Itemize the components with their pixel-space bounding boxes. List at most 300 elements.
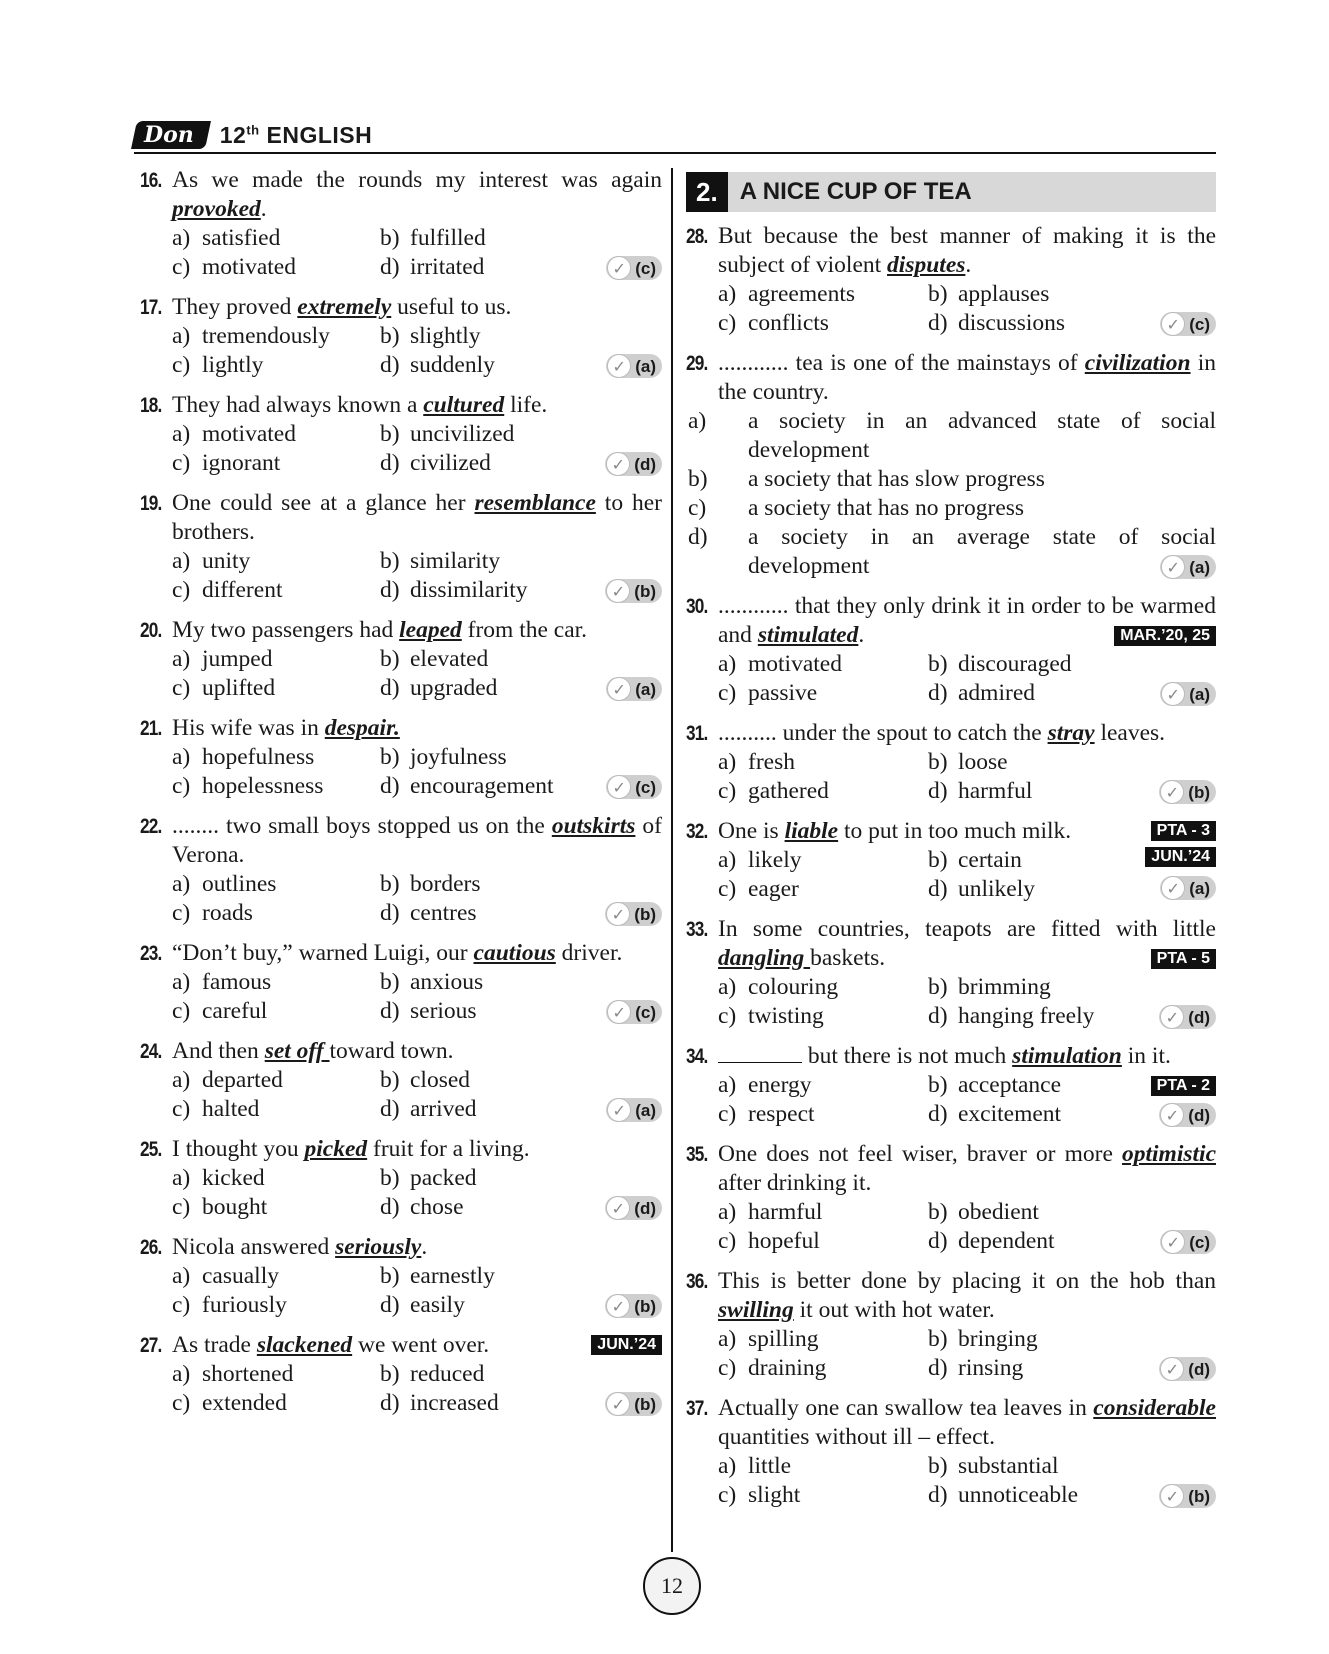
option-letter: a) — [718, 651, 737, 677]
keyword: resemblance — [474, 490, 596, 516]
answer-badge — [605, 902, 662, 926]
question — [140, 1037, 662, 1124]
question-text-end: we went over. — [352, 1332, 490, 1358]
question-text: They had always known a — [172, 392, 424, 418]
question-text: As we made the rounds my interest was again — [172, 167, 662, 193]
answer-badge — [1159, 1005, 1216, 1029]
options-grid — [140, 1164, 662, 1222]
question-number: 37. — [686, 1397, 708, 1420]
option — [172, 253, 380, 282]
answer-letter: (a) — [1189, 557, 1210, 577]
option-text: kicked — [202, 1165, 265, 1191]
option — [686, 494, 1216, 523]
option-letter: a) — [172, 323, 191, 349]
page-number: 12 — [643, 1557, 701, 1615]
option-letter: a) — [172, 744, 191, 770]
option-text: respect — [748, 1101, 815, 1127]
option — [172, 224, 380, 253]
option — [172, 449, 380, 478]
option-text: a society in an advanced state of social development — [748, 408, 1216, 463]
answer-badge — [1160, 555, 1216, 579]
answer-badge — [1160, 876, 1216, 900]
option-text: uplifted — [202, 675, 276, 701]
check-icon: ✓ — [606, 1196, 630, 1220]
keyword: extremely — [297, 294, 392, 320]
question-text-end: leaves. — [1094, 720, 1166, 746]
question-text: I thought you — [172, 1136, 305, 1162]
question-text: “Don’t buy,” warned Luigi, our — [172, 940, 474, 966]
option-text: upgraded — [410, 675, 498, 701]
options-grid — [140, 420, 662, 478]
option — [718, 846, 928, 875]
option-letter: a) — [172, 871, 191, 897]
keyword: provoked — [172, 196, 261, 222]
options-grid — [140, 1262, 662, 1320]
keyword: dangling — [718, 945, 811, 971]
option-text: a society that has slow progress — [748, 466, 1045, 492]
answer-badge — [606, 677, 662, 701]
check-icon: ✓ — [606, 902, 630, 926]
option — [380, 420, 662, 449]
option-letter: d) — [380, 1390, 400, 1416]
option-letter: d) — [928, 1101, 948, 1127]
check-icon: ✓ — [1161, 1230, 1185, 1254]
question-text-end: . — [965, 252, 972, 278]
option-letter: d) — [380, 1194, 400, 1220]
option-letter: c) — [718, 1003, 737, 1029]
option — [380, 224, 662, 253]
option-letter: b) — [380, 646, 400, 672]
option-letter: b) — [928, 1199, 948, 1225]
question-number: 22. — [140, 815, 162, 838]
keyword: outskirts — [551, 813, 636, 839]
question-number: 18. — [140, 394, 162, 417]
question-number: 16. — [140, 169, 162, 192]
question-text-end: . — [858, 622, 865, 648]
option-text: a society in an average state of social development — [748, 524, 1216, 579]
check-icon: ✓ — [1161, 312, 1185, 336]
answer-letter: (a) — [1189, 684, 1210, 704]
option-letter: c) — [172, 1194, 191, 1220]
option-letter: d) — [380, 998, 400, 1024]
question-text: but there is not much — [802, 1043, 1013, 1069]
check-icon: ✓ — [607, 677, 631, 701]
question — [140, 293, 662, 380]
keyword: liable — [784, 818, 839, 844]
exam-tag: PTA - 2 — [1151, 1076, 1216, 1096]
option — [718, 1100, 928, 1129]
option-letter: b) — [928, 974, 948, 1000]
question-stem — [140, 1037, 662, 1066]
options-grid — [140, 645, 662, 703]
question-text: This is better done by placing it on the hob than — [718, 1268, 1216, 1294]
option-text: serious — [410, 998, 477, 1024]
option-text: passive — [748, 680, 818, 706]
option-letter: c) — [172, 450, 191, 476]
option — [172, 674, 380, 703]
option-letter: c) — [172, 577, 191, 603]
option-text: brimming — [958, 974, 1051, 1000]
question-text-end: from the car. — [461, 617, 588, 643]
option — [172, 997, 380, 1026]
question-text-end: . — [260, 196, 267, 222]
question-number: 31. — [686, 722, 708, 745]
question — [140, 489, 662, 605]
question — [686, 592, 1216, 708]
question-text-end: . — [421, 1234, 428, 1260]
question — [140, 616, 662, 703]
question-number: 27. — [140, 1334, 162, 1357]
question-text: They proved — [172, 294, 298, 320]
question — [686, 719, 1216, 806]
question-stem — [140, 1331, 662, 1360]
question-number: 32. — [686, 820, 708, 843]
option-text: departed — [202, 1067, 283, 1093]
question-number: 23. — [140, 942, 162, 965]
question — [686, 817, 1216, 904]
question-text: His wife was in — [172, 715, 325, 741]
option-letter: a) — [172, 969, 191, 995]
keyword: leaped — [399, 617, 462, 643]
option-letter: a) — [718, 1326, 737, 1352]
option-letter: c) — [718, 310, 737, 336]
option — [718, 309, 928, 338]
option-text: motivated — [202, 421, 296, 447]
option-letter: b) — [380, 1361, 400, 1387]
option-text: famous — [202, 969, 272, 995]
option-text: civilized — [410, 450, 491, 476]
question — [140, 939, 662, 1026]
option — [380, 547, 662, 576]
question-text: ............ that they only drink it in order to be warmed and — [718, 593, 1216, 648]
question — [686, 1042, 1216, 1129]
question-number: 24. — [140, 1040, 162, 1063]
question-text: As trade — [172, 1332, 257, 1358]
question-number: 33. — [686, 918, 708, 941]
answer-letter: (d) — [1188, 1359, 1210, 1379]
options-grid — [686, 846, 1216, 904]
keyword: considerable — [1093, 1395, 1216, 1421]
option — [380, 743, 662, 772]
option-text: roads — [202, 900, 253, 926]
answer-badge — [1159, 780, 1216, 804]
option-text: harmful — [958, 778, 1033, 804]
option-text: joyfulness — [410, 744, 507, 770]
option — [718, 650, 928, 679]
question-number: 30. — [686, 595, 708, 618]
option-letter: c) — [718, 1482, 737, 1508]
option-letter: b) — [928, 651, 948, 677]
option-letter: d) — [928, 680, 948, 706]
keyword: slackened — [256, 1332, 353, 1358]
option — [718, 777, 928, 806]
option-letter: c) — [718, 1228, 737, 1254]
option-letter: c) — [718, 1101, 737, 1127]
option-letter: c) — [172, 900, 191, 926]
question-text: In some countries, teapots are fitted with little — [718, 916, 1216, 942]
option-text: shortened — [202, 1361, 294, 1387]
options-grid — [140, 968, 662, 1026]
check-icon: ✓ — [606, 579, 630, 603]
option — [172, 870, 380, 899]
keyword: stimulation — [1012, 1043, 1122, 1069]
option — [380, 1262, 662, 1291]
option-text: uncivilized — [410, 421, 515, 447]
option-text: discussions — [958, 310, 1066, 336]
option-letter: d) — [928, 1355, 948, 1381]
option — [172, 1164, 380, 1193]
option-text: suddenly — [410, 352, 495, 378]
option-text: admired — [958, 680, 1035, 706]
option-letter: c) — [718, 680, 737, 706]
option-text: substantial — [958, 1453, 1059, 1479]
check-icon: ✓ — [1161, 876, 1185, 900]
question — [686, 222, 1216, 338]
option-letter: d) — [380, 1096, 400, 1122]
question-text-end: in the country. — [718, 350, 1216, 405]
answer-badge — [606, 1000, 662, 1024]
check-icon: ✓ — [607, 256, 631, 280]
option-letter: a) — [718, 974, 737, 1000]
question-stem — [686, 1042, 1216, 1071]
option-text: applauses — [958, 281, 1050, 307]
answer-letter: (a) — [635, 679, 656, 699]
option-text: extended — [202, 1390, 287, 1416]
question-text: One does not feel wiser, braver or more — [718, 1141, 1122, 1167]
option-letter: a) — [718, 281, 737, 307]
option-letter: d) — [380, 450, 400, 476]
answer-badge — [1160, 312, 1216, 336]
question-text-end: in it. — [1121, 1043, 1171, 1069]
options-grid — [686, 280, 1216, 338]
question-stem — [140, 1233, 662, 1262]
option-letter: c) — [172, 254, 191, 280]
question-stem — [140, 714, 662, 743]
option-text: excitement — [958, 1101, 1062, 1127]
question — [686, 915, 1216, 1031]
option-letter: a) — [172, 225, 191, 251]
keyword: cultured — [423, 392, 505, 418]
option-text: discouraged — [958, 651, 1072, 677]
option-text: unity — [202, 548, 251, 574]
question-stem — [686, 222, 1216, 280]
option — [686, 407, 1216, 465]
answer-letter: (c) — [635, 258, 656, 278]
check-icon: ✓ — [1160, 780, 1184, 804]
option — [172, 645, 380, 674]
answer-blank — [718, 1044, 802, 1063]
option — [172, 547, 380, 576]
question-text-end: it out with hot water. — [793, 1297, 995, 1323]
option — [686, 523, 1216, 581]
option-text: hopeful — [748, 1228, 820, 1254]
option-text: irritated — [410, 254, 485, 280]
option-text: fresh — [748, 749, 795, 775]
section-heading — [686, 172, 1216, 212]
option-text: slight — [748, 1482, 801, 1508]
option-letter: a) — [718, 1199, 737, 1225]
section-number: 2. — [686, 172, 728, 212]
answer-letter: (b) — [634, 1296, 656, 1316]
check-icon: ✓ — [606, 452, 630, 476]
option-text: anxious — [410, 969, 484, 995]
option — [380, 1360, 662, 1389]
option-letter: a) — [172, 646, 191, 672]
option-letter: b) — [928, 1326, 948, 1352]
keyword: set off — [264, 1038, 330, 1064]
left-column — [140, 166, 662, 1429]
question — [686, 1140, 1216, 1256]
option-text: ignorant — [202, 450, 281, 476]
question-number: 35. — [686, 1143, 708, 1166]
question-stem — [686, 915, 1216, 973]
right-column — [686, 166, 1216, 1521]
option-letter: d) — [380, 254, 400, 280]
section-title: A NICE CUP OF TEA — [739, 178, 972, 205]
option-text: spilling — [748, 1326, 819, 1352]
option-text: similarity — [410, 548, 501, 574]
exam-tag: MAR.’20, 25 — [1114, 626, 1216, 646]
option-text: energy — [748, 1072, 812, 1098]
question — [140, 1331, 662, 1418]
question-number: 19. — [140, 492, 162, 515]
option-letter: b) — [380, 1067, 400, 1093]
option-letter: d) — [688, 524, 708, 550]
option-letter: c) — [718, 778, 737, 804]
option-letter: d) — [928, 778, 948, 804]
option-letter: d) — [928, 876, 948, 902]
exam-tag: PTA - 5 — [1151, 949, 1216, 969]
option-letter: c) — [172, 1390, 191, 1416]
option-text: halted — [202, 1096, 260, 1122]
option-letter: d) — [928, 1003, 948, 1029]
check-icon: ✓ — [607, 354, 631, 378]
option-text: tremendously — [202, 323, 330, 349]
keyword: despair. — [324, 715, 400, 741]
question-stem — [686, 719, 1216, 748]
option — [718, 679, 928, 708]
check-icon: ✓ — [1160, 1103, 1184, 1127]
option-text: harmful — [748, 1199, 823, 1225]
answer-badge — [606, 1098, 662, 1122]
question-number: 34. — [686, 1045, 708, 1068]
option — [172, 420, 380, 449]
option-letter: a) — [718, 1072, 737, 1098]
options-grid — [140, 743, 662, 801]
option — [380, 1164, 662, 1193]
option-text: eager — [748, 876, 799, 902]
option-text: twisting — [748, 1003, 824, 1029]
option-text: arrived — [410, 1096, 477, 1122]
question-text: But because the best manner of making it is the subject of violent — [718, 223, 1216, 278]
page-header — [134, 118, 372, 152]
answer-letter: (a) — [1189, 878, 1210, 898]
option-text: likely — [748, 847, 802, 873]
option-text: bringing — [958, 1326, 1038, 1352]
option — [172, 1262, 380, 1291]
option — [718, 1354, 928, 1383]
question-text: Nicola answered — [172, 1234, 336, 1260]
option — [172, 322, 380, 351]
option-letter: a) — [172, 1361, 191, 1387]
option-letter: b) — [928, 281, 948, 307]
check-icon: ✓ — [607, 1000, 631, 1024]
question-number: 29. — [686, 352, 708, 375]
option-letter: b) — [380, 225, 400, 251]
option-letter: b) — [380, 421, 400, 447]
question — [140, 166, 662, 282]
option-letter: c) — [172, 1096, 191, 1122]
option — [928, 650, 1216, 679]
option-text: careful — [202, 998, 268, 1024]
options-grid — [140, 224, 662, 282]
option-letter: d) — [380, 773, 400, 799]
option-text: draining — [748, 1355, 827, 1381]
option-text: increased — [410, 1390, 499, 1416]
option-text: certain — [958, 847, 1022, 873]
keyword: seriously — [335, 1234, 422, 1260]
question-number: 21. — [140, 717, 162, 740]
option — [172, 1291, 380, 1320]
option-letter: c) — [172, 352, 191, 378]
option-letter: a) — [172, 1067, 191, 1093]
question-number: 26. — [140, 1236, 162, 1259]
check-icon: ✓ — [1160, 1484, 1184, 1508]
options-grid — [686, 1325, 1216, 1383]
options-grid — [686, 1452, 1216, 1510]
keyword: cautious — [473, 940, 556, 966]
options-grid — [140, 1360, 662, 1418]
question — [686, 1267, 1216, 1383]
option — [380, 1066, 662, 1095]
option — [718, 973, 928, 1002]
option-text: rinsing — [958, 1355, 1024, 1381]
check-icon: ✓ — [606, 1294, 630, 1318]
answer-letter: (b) — [1188, 1486, 1210, 1506]
answer-letter: (c) — [635, 1002, 656, 1022]
column-divider — [671, 168, 673, 1552]
question-text: ........ two small boys stopped us on the — [172, 813, 552, 839]
question — [686, 349, 1216, 581]
answer-letter: (d) — [634, 1198, 656, 1218]
question-text-end: useful to us. — [391, 294, 512, 320]
option-text: different — [202, 577, 283, 603]
check-icon: ✓ — [1161, 682, 1185, 706]
option — [718, 1071, 928, 1100]
option-text: acceptance — [958, 1072, 1062, 1098]
question-text: And then — [172, 1038, 265, 1064]
answer-letter: (c) — [1189, 1232, 1210, 1252]
option-text: agreements — [748, 281, 856, 307]
question — [686, 1394, 1216, 1510]
options-grid — [140, 870, 662, 928]
option-letter: b) — [928, 1453, 948, 1479]
option-text: earnestly — [410, 1263, 495, 1289]
answer-letter: (a) — [635, 356, 656, 376]
question-text-end: driver. — [555, 940, 623, 966]
question-text-end: life. — [504, 392, 548, 418]
options-grid — [686, 650, 1216, 708]
question-stem — [140, 391, 662, 420]
option-letter: a) — [718, 847, 737, 873]
option-letter: c) — [172, 1292, 191, 1318]
answer-badge — [605, 1392, 662, 1416]
question-text-end: toward town. — [329, 1038, 454, 1064]
answer-badge — [605, 1294, 662, 1318]
question-text-end: fruit for a living. — [367, 1136, 530, 1162]
option-letter: b) — [380, 871, 400, 897]
option-text: hopelessness — [202, 773, 324, 799]
